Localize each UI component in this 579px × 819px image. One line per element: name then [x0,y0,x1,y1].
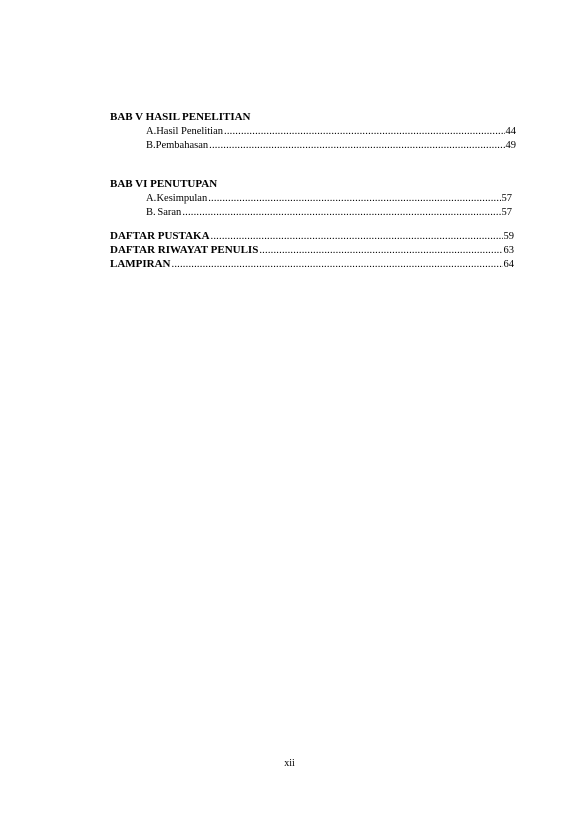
dot-leader [224,125,505,138]
toc-item-page: 44 [505,126,516,137]
dot-leader [259,244,502,257]
toc-entry-page: 64 [503,259,514,270]
toc-item-letter: B. [146,207,156,218]
toc-entry-lampiran [110,258,514,271]
toc-entry-title: DAFTAR PUSTAKA [110,230,210,242]
chapter-heading-bab-vi: BAB VI PENUTUPAN [110,178,218,190]
toc-item-letter: A. [146,193,157,204]
toc-item-kesimpulan [146,192,512,205]
toc-entry-title: LAMPIRAN [110,258,171,270]
toc-item-title: Hasil Penelitian [156,126,223,137]
toc-entry-title: DAFTAR RIWAYAT PENULIS [110,244,259,256]
dot-leader [172,258,503,271]
toc-entry-page: 59 [503,231,514,242]
dot-leader [208,192,500,205]
toc-item-page: 49 [505,140,516,151]
dot-leader [211,230,503,243]
dot-leader [182,206,500,219]
toc-entry-page: 63 [503,245,514,256]
page-number: xii [284,758,295,769]
toc-item-pembahasan [146,139,516,152]
toc-entry-daftar-riwayat-penulis [110,244,514,257]
toc-item-saran [146,206,512,219]
toc-item-page: 57 [501,207,512,218]
toc-item-title: Pembahasan [155,140,209,151]
toc-entry-daftar-pustaka [110,230,514,243]
chapter-heading-bab-v: BAB V HASIL PENELITIAN [110,111,251,123]
dot-leader [209,139,504,152]
toc-item-letter: B. [146,140,156,151]
toc-item-title: Saran [157,207,182,218]
toc-item-letter: A. [146,126,157,137]
toc-item-title: Kesimpulan [156,193,208,204]
toc-item-page: 57 [501,193,512,204]
toc-item-hasil-penelitian [146,125,516,138]
